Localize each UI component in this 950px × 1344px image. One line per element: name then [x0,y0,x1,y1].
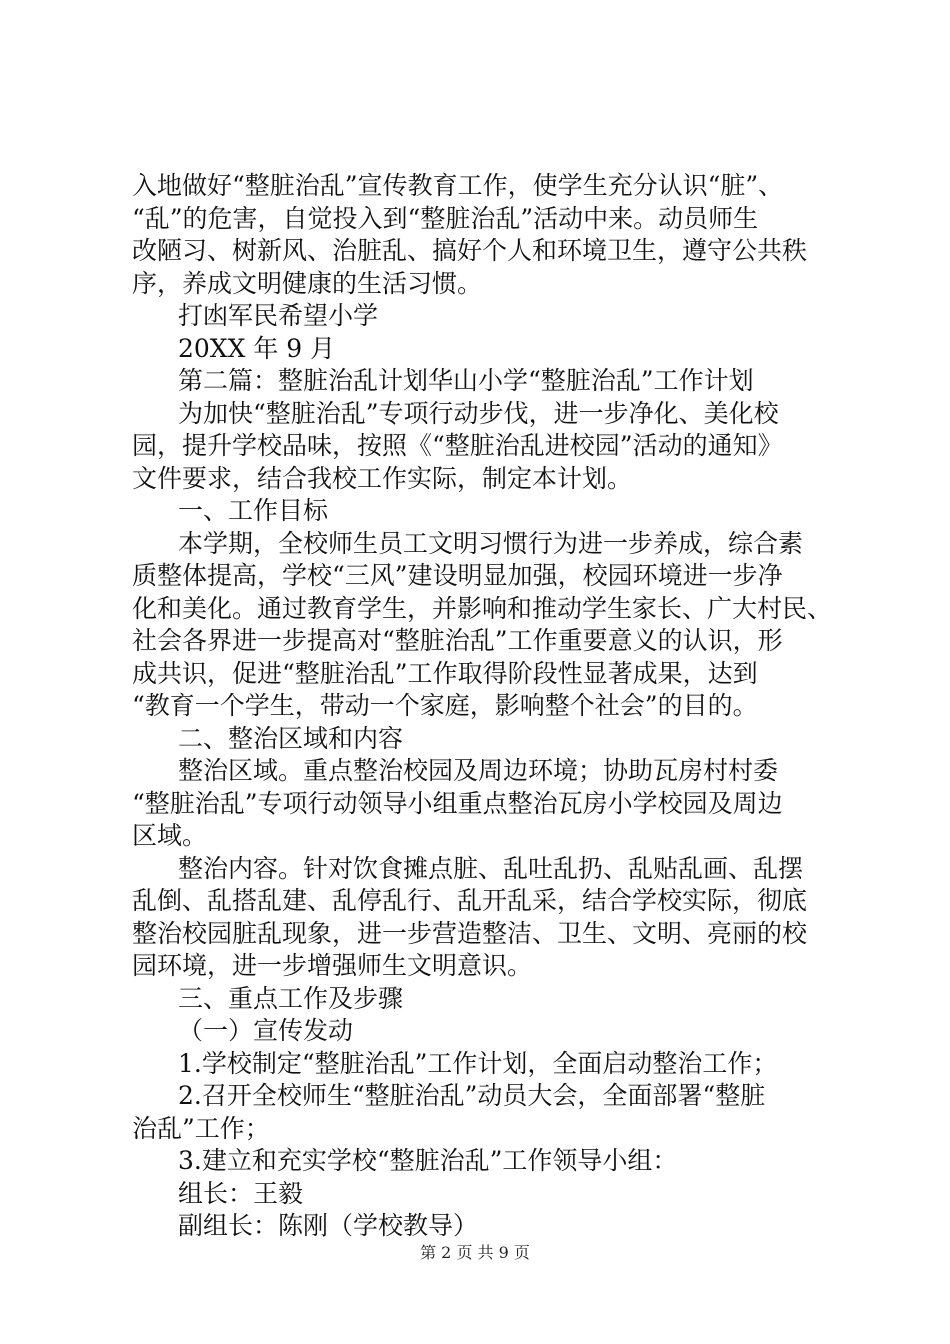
text-line: 园环境，进一步增强师生文明意识。 [132,951,533,980]
text-line: 序，养成文明健康的生活习惯。 [132,268,483,298]
text-line: 成共识，促进“整脏治乱”工作取得阶段性显著成果，达到 [132,658,758,688]
text-line: 治乱”工作； [132,1113,270,1143]
text-line: 整治校园脏乱现象，进一步营造整洁、卫生、文明、亮丽的校 [132,918,808,948]
text-line: 打凼军民希望小学 [178,301,379,330]
text-line: 质整体提高，学校“三风”建设明显加强，校园环境进一步净 [132,561,783,590]
text-line: 一、工作目标 [178,496,329,525]
text-line: “教育一个学生，带动一个家庭，影响整个社会”的目的。 [132,691,758,720]
text-line: 园，提升学校品味，按照《“整脏治乱进校园”活动的通知》 [132,431,783,460]
text-line: “整脏治乱”专项行动领导小组重点整治瓦房小学校园及周边 [132,788,783,818]
document-body [132,170,838,1243]
text-line: 1.学校制定“整脏治乱”工作计划，全面启动整治工作； [178,1048,778,1078]
text-line: 三、重点工作及步骤 [178,983,404,1013]
text-line: 副组长：陈刚（学校教导） [178,1211,479,1240]
text-line: 区域。 [132,821,208,850]
text-line: 20XX 年 9 月 [178,333,336,363]
text-line: 入地做好“整脏治乱”宣传教育工作，使学生充分认识“脏”、 [132,171,784,200]
text-line: （一）宣传发动 [178,1016,354,1045]
text-line: 2.召开全校师生“整脏治乱”动员大会，全面部署“整脏 [178,1081,766,1110]
text-line: 文件要求，结合我校工作实际，制定本计划。 [132,463,633,493]
page-footer: 第 2 页 共 9 页 [420,1243,530,1262]
text-line: 组长：王毅 [178,1178,304,1208]
text-line: 第二篇：整脏治乱计划华山小学“整脏治乱”工作计划 [178,366,754,395]
text-line: 为加快“整脏治乱”专项行动步伐，进一步净化、美化校 [178,398,779,428]
text-line: 改陋习、树新风、治脏乱、搞好个人和环境卫生，遵守公共秩 [132,236,808,265]
text-line: “乱”的危害，自觉投入到“整脏治乱”活动中来。动员师生 [132,203,759,233]
text-line: 化和美化。通过教育学生，并影响和推动学生家长、广大村民、 [132,593,833,623]
text-line: 乱倒、乱搭乱建、乱停乱行、乱开乱采，结合学校实际，彻底 [132,886,808,915]
text-line: 社会各界进一步提高对“整脏治乱”工作重要意义的认识，形 [132,626,783,655]
text-line: 二、整治区域和内容 [178,723,404,753]
text-line: 本学期，全校师生员工文明习惯行为进一步养成，综合素 [178,528,804,558]
text-line: 整治区域。重点整治校园及周边环境；协助瓦房村村委 [178,756,779,785]
text-line: 整治内容。针对饮食摊点脏、乱吐乱扔、乱贴乱画、乱摆 [178,853,804,883]
text-line: 3.建立和充实学校“整脏治乱”工作领导小组： [178,1146,678,1175]
